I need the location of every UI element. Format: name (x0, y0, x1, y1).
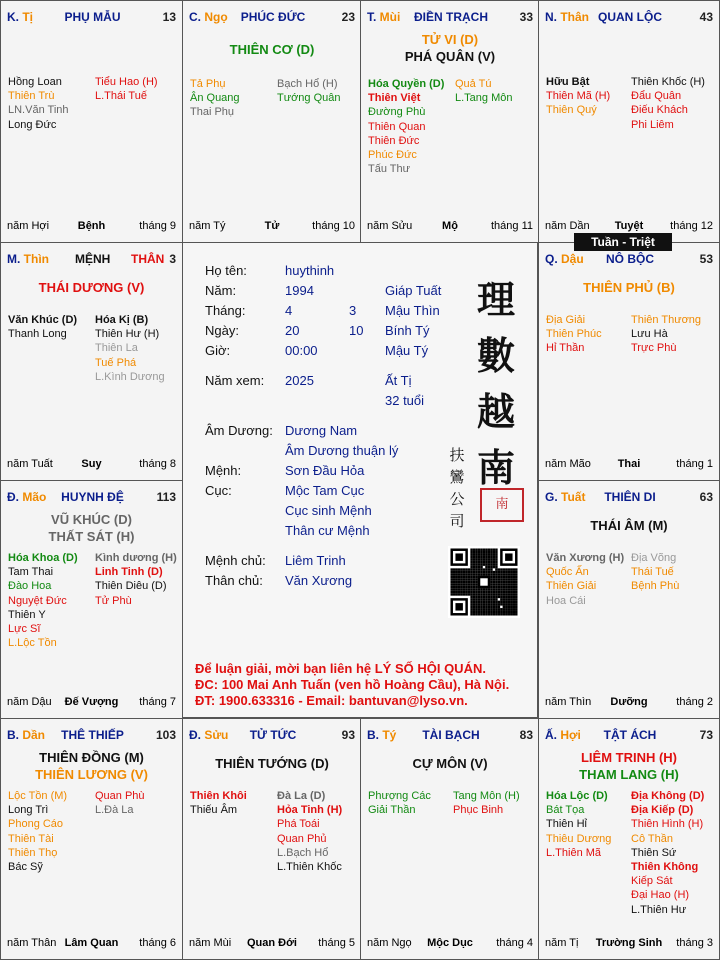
nam-xem-value: 2025 (285, 373, 314, 388)
menh-chu-label: Mệnh chủ: (205, 553, 266, 568)
palace-branch: Đ. Mão (7, 490, 47, 504)
contact-line-2: ĐC: 100 Mai Anh Tuấn (ven hồ Hoàng Cầu), Hà Nội. (195, 677, 510, 692)
minor-star: Thai Phụ (190, 106, 235, 119)
palace-cell-ty[interactable] (360, 718, 540, 960)
palace-month: tháng 7 (139, 696, 176, 708)
palace-name: TẬT ÁCH (603, 728, 657, 742)
cuc-label: Cục: (205, 483, 232, 498)
minor-star: Đẩu Quân (631, 90, 682, 103)
palace-footer (7, 696, 176, 710)
palace-stage: Quan Đới (247, 937, 297, 949)
minor-star: Phúc Đức (368, 149, 417, 162)
main-stars (183, 755, 361, 772)
minor-star: Địa Kiếp (D) (631, 804, 694, 817)
minor-star: Thiên Trù (8, 90, 55, 103)
minor-star: Địa Không (D) (631, 790, 705, 802)
palace-branch: T. Mùi (367, 10, 401, 24)
thang-can-chi: Mậu Thìn (385, 303, 440, 318)
palace-header (189, 728, 357, 744)
main-star: THÁI DƯƠNG (V) (38, 280, 145, 295)
minor-stars-left (8, 313, 77, 341)
ngay-label: Ngày: (205, 323, 239, 338)
am-duong-label: Âm Dương: (205, 423, 273, 438)
tuoi-value: 32 tuổi (385, 393, 425, 408)
minor-stars-left (546, 75, 610, 118)
palace-cell-mui[interactable] (360, 0, 540, 243)
minor-stars-right (631, 75, 705, 132)
nam-label: Năm: (205, 283, 237, 298)
main-star: THAM LANG (H) (579, 767, 679, 782)
minor-star: Thiên Đức (368, 134, 420, 147)
palace-number: 93 (341, 728, 355, 742)
menh-label: Mệnh: (205, 463, 242, 478)
contact-line-3: ĐT: 1900.633316 - Email: bantuvan@lyso.vn. (195, 693, 468, 708)
palace-month: tháng 9 (139, 220, 176, 232)
minor-star: L.Thái Tuế (95, 90, 147, 103)
palace-cell-mao[interactable] (0, 480, 183, 719)
minor-star: Thiên Thọ (8, 846, 58, 859)
palace-number: 83 (519, 728, 533, 742)
minor-star: Thiên Mã (H) (546, 90, 611, 103)
palace-footer (367, 937, 533, 951)
minor-star: Phục Binh (453, 804, 504, 817)
menh-chu-value: Liêm Trinh (285, 553, 346, 568)
minor-star: Thiên Giải (546, 580, 597, 593)
minor-star: Hóa Lộc (D) (546, 790, 608, 802)
palace-number: 33 (519, 10, 533, 24)
minor-star: Bạch Hổ (H) (277, 78, 338, 90)
minor-star: Giải Thần (368, 804, 416, 817)
palace-footer (367, 220, 533, 234)
calligraphy-logo: 理 數 越 南 (476, 277, 515, 490)
minor-star: Lộc Tồn (M) (8, 790, 68, 802)
palace-stage: Trường Sinh (595, 937, 663, 949)
qr-code-icon[interactable] (448, 546, 520, 618)
minor-stars-right (631, 789, 704, 917)
palace-cell-dan[interactable] (0, 718, 183, 960)
palace-month: tháng 1 (676, 458, 713, 470)
palace-cell-ngo[interactable] (182, 0, 362, 243)
minor-star: Hữu Bật (546, 76, 590, 88)
minor-stars-left (8, 789, 67, 874)
palace-header (7, 10, 178, 26)
minor-star: Tướng Quân (277, 92, 341, 105)
minor-star: L.Kình Dương (95, 370, 165, 383)
palace-header (545, 728, 715, 744)
palace-branch: K. Tị (7, 10, 34, 24)
nam-xem-can-chi: Ất Tị (385, 373, 412, 388)
minor-star: Đào Hoa (8, 580, 52, 593)
gio-value: 00:00 (285, 343, 318, 358)
main-stars (1, 279, 182, 296)
minor-star: Cô Thần (631, 832, 673, 845)
palace-name: ĐIỀN TRẠCH (414, 10, 488, 24)
nam-xem-label: Năm xem: (205, 373, 265, 388)
palace-stage: Mộ (442, 220, 458, 232)
thang-duong: 4 (285, 303, 293, 318)
minor-star: Lực Sĩ (8, 623, 41, 636)
palace-footer (545, 937, 713, 951)
am-duong-2: Âm Dương thuận lý (285, 443, 399, 458)
palace-month: tháng 8 (139, 458, 176, 470)
minor-stars-right (95, 551, 177, 608)
palace-footer (7, 458, 176, 472)
palace-cell-hoi[interactable] (538, 718, 720, 960)
minor-star: Hồng Loan (8, 76, 62, 88)
minor-stars-left (8, 75, 69, 132)
palace-number: 43 (699, 10, 713, 24)
minor-star: Phi Liêm (631, 118, 674, 131)
palace-header (367, 10, 535, 26)
minor-star: Thiên Diêu (D) (95, 580, 167, 593)
minor-stars-left (546, 551, 624, 608)
main-star: THÁI ÂM (M) (590, 518, 668, 533)
palace-footer (545, 220, 713, 234)
palace-name: QUAN LỘC (598, 10, 662, 24)
minor-star: Thiên Quan (368, 120, 426, 133)
palace-stage: Bệnh (77, 220, 106, 232)
minor-star: Thanh Long (8, 328, 67, 341)
am-duong-1: Dương Nam (285, 423, 358, 438)
palace-name: PHÚC ĐỨC (240, 10, 306, 24)
palace-month: tháng 6 (139, 937, 176, 949)
palace-header (7, 728, 178, 744)
contact-line-1: Để luận giải, mời bạn liên hệ LÝ SỐ HỘI QUÁN. (195, 661, 486, 676)
ngay-can-chi: Bính Tý (385, 323, 430, 338)
main-star: PHÁ QUÂN (V) (404, 49, 496, 64)
minor-star: Thiên Quý (546, 104, 597, 117)
minor-star: Quan Phù (95, 790, 145, 802)
minor-star: Thiên Hình (H) (631, 818, 704, 831)
palace-month: tháng 12 (670, 220, 713, 232)
minor-star: Thiên Không (631, 861, 699, 874)
minor-star: Tiểu Hao (H) (95, 76, 158, 88)
minor-star: Long Đức (8, 118, 57, 131)
palace-number: 3 (169, 252, 176, 266)
minor-stars-right (277, 77, 341, 105)
palace-branch: Ấ. Hợi (545, 728, 581, 742)
minor-star: Thiên Phúc (546, 328, 602, 341)
palace-stage: Suy (81, 458, 102, 470)
minor-star: Kiếp Sát (631, 875, 673, 888)
minor-star: Đà La (D) (277, 790, 326, 802)
minor-star: Điếu Khách (631, 104, 688, 117)
minor-star: L.Bạch Hổ (277, 846, 329, 859)
palace-month: tháng 3 (676, 937, 713, 949)
palace-footer (7, 937, 176, 951)
minor-star: L.Tang Môn (455, 92, 513, 105)
main-stars (539, 517, 719, 534)
minor-star: Phá Toái (277, 818, 320, 831)
palace-number: 53 (699, 252, 713, 266)
ho-ten-value: huythinh (285, 263, 335, 278)
minor-star: Lưu Hà (631, 328, 668, 341)
minor-star: L.Lộc Tồn (8, 637, 57, 650)
minor-star: LN.Văn Tinh (8, 104, 69, 117)
palace-header (367, 728, 535, 744)
main-star: THẤT SÁT (H) (48, 529, 135, 544)
minor-star: Hoa Cái (546, 594, 586, 607)
minor-star: Địa Giải (546, 314, 586, 326)
palace-stage: Lâm Quan (64, 937, 119, 949)
palace-name: MỆNH (75, 252, 111, 266)
minor-star: Ân Quang (190, 92, 240, 105)
palace-stage: Mộc Dục (427, 937, 473, 949)
palace-number: 23 (341, 10, 355, 24)
minor-star: Quốc Ấn (546, 566, 589, 579)
minor-star: Thiên La (95, 342, 138, 355)
minor-stars-right (453, 789, 520, 817)
main-stars (183, 41, 361, 58)
minor-star: Linh Tinh (D) (95, 566, 163, 579)
palace-header (189, 10, 357, 26)
main-star: CỰ MÔN (V) (412, 756, 488, 771)
minor-star: Tử Phù (95, 594, 132, 607)
palace-stage: Tuyệt (614, 220, 644, 232)
minor-star: Thái Tuế (631, 566, 674, 579)
minor-star: Phong Cáo (8, 818, 64, 831)
minor-stars-left (8, 551, 78, 650)
main-stars (539, 749, 719, 783)
palace-footer (189, 937, 355, 951)
palace-year: năm Thìn (545, 696, 592, 708)
palace-month: tháng 2 (676, 696, 713, 708)
palace-branch: B. Dần (7, 728, 46, 742)
palace-number: 63 (699, 490, 713, 504)
minor-stars-left (368, 789, 431, 817)
menh-value: Sơn Đầu Hỏa (285, 463, 365, 478)
palace-year: năm Mão (545, 458, 591, 470)
main-star: VŨ KHÚC (D) (51, 512, 132, 527)
minor-star: Long Trì (8, 804, 49, 817)
gio-can-chi: Mậu Tý (385, 343, 429, 358)
palace-year: năm Tị (545, 937, 579, 949)
thang-am: 3 (349, 303, 357, 318)
minor-stars-right (95, 789, 145, 817)
minor-stars-right (95, 313, 165, 384)
than-marker: THÂN (131, 252, 165, 266)
minor-star: Văn Khúc (D) (8, 314, 78, 326)
palace-cell-tuat[interactable] (538, 480, 720, 719)
minor-star: Thiên Tài (8, 832, 54, 845)
minor-stars-right (277, 789, 342, 874)
minor-star: Hóa Khoa (D) (8, 552, 78, 564)
minor-star: Thiên Y (8, 608, 46, 621)
palace-month: tháng 11 (490, 220, 533, 232)
palace-name: PHỤ MẪU (64, 10, 121, 24)
palace-branch: Q. Dậu (545, 252, 584, 266)
palace-stage: Đế Vượng (64, 696, 119, 708)
minor-star: Tang Môn (H) (453, 790, 520, 802)
palace-cell-dau[interactable] (538, 242, 720, 481)
minor-star: Hỏa Tinh (H) (277, 804, 343, 817)
minor-star: Thiên Khôi (190, 790, 247, 802)
palace-name: THÊ THIẾP (61, 728, 124, 742)
palace-year: năm Tuất (7, 458, 53, 470)
minor-stars-right (95, 75, 158, 103)
palace-number: 113 (156, 490, 176, 504)
gio-label: Giờ: (205, 343, 231, 358)
main-star: THIÊN LƯƠNG (V) (35, 767, 148, 782)
palace-number: 73 (699, 728, 713, 742)
minor-star: Phượng Các (368, 790, 431, 802)
minor-star: Quả Tú (455, 78, 492, 90)
minor-star: Thiếu Âm (190, 804, 238, 817)
minor-star: Văn Xương (H) (546, 552, 625, 564)
nam-value: 1994 (285, 283, 314, 298)
palace-year: năm Ngọ (367, 937, 412, 949)
palace-cell-than[interactable] (538, 0, 720, 243)
main-stars (361, 755, 539, 772)
palace-branch: G. Tuất (545, 490, 586, 504)
palace-header (545, 10, 715, 26)
minor-stars-left (546, 313, 602, 356)
palace-footer (545, 458, 713, 472)
palace-name: TỬ TỨC (249, 728, 297, 742)
main-star: TỬ VI (D) (421, 32, 479, 47)
palace-year: năm Tý (189, 220, 226, 232)
palace-month: tháng 4 (496, 937, 533, 949)
minor-star: Hỉ Thần (546, 342, 585, 355)
palace-name: NÔ BỘC (606, 252, 654, 266)
nam-can-chi: Giáp Tuất (385, 283, 442, 298)
minor-star: L.Thiên Khốc (277, 861, 342, 874)
minor-star: Nguyệt Đức (8, 594, 67, 607)
palace-header (545, 252, 715, 268)
palace-cell-thin[interactable] (0, 242, 183, 481)
palace-branch: C. Ngọ (189, 10, 228, 24)
red-seal: 南 (480, 488, 524, 522)
ngay-duong: 20 (285, 323, 300, 338)
ngay-am: 10 (349, 323, 364, 338)
minor-star: Bệnh Phù (631, 580, 680, 593)
than-chu-label: Thân chủ: (205, 573, 263, 588)
palace-footer (7, 220, 176, 234)
palace-footer (545, 696, 713, 710)
minor-star: Thiên Hỉ (546, 818, 587, 831)
main-star: THIÊN PHỦ (B) (583, 280, 675, 295)
ho-ten-label: Họ tên: (205, 263, 247, 278)
minor-star: Tam Thai (8, 566, 54, 579)
palace-branch: N. Thân (545, 10, 590, 24)
main-stars (1, 749, 182, 783)
palace-branch: M. Thìn (7, 252, 49, 266)
palace-name: HUYNH ĐỆ (61, 490, 124, 504)
calligraphy-sub: 扶 鸞 公 司 (449, 446, 465, 530)
minor-star: Tả Phụ (190, 78, 226, 90)
palace-stage: Dưỡng (610, 696, 648, 708)
palace-number: 13 (162, 10, 176, 24)
minor-star: Tấu Thư (368, 163, 411, 176)
minor-star: L.Đà La (95, 804, 134, 817)
cuc-1: Mộc Tam Cục (285, 483, 365, 498)
palace-year: năm Dậu (7, 696, 52, 708)
cuc-3: Thân cư Mệnh (285, 523, 370, 538)
minor-star: L.Thiên Mã (546, 846, 602, 859)
main-stars (1, 511, 182, 545)
main-star: LIÊM TRINH (H) (580, 750, 678, 765)
minor-stars-left (190, 789, 247, 817)
palace-cell-suu[interactable] (182, 718, 362, 960)
thang-label: Tháng: (205, 303, 246, 318)
palace-header (7, 490, 178, 506)
minor-star: Quan Phủ (277, 832, 327, 845)
palace-header (545, 490, 715, 506)
palace-header (7, 252, 178, 268)
main-stars (361, 31, 539, 65)
minor-star: Trực Phù (631, 342, 677, 355)
minor-stars-right (631, 313, 701, 356)
palace-branch: B. Tý (367, 728, 397, 742)
minor-star: Tuế Phá (95, 356, 137, 369)
palace-stage: Thai (617, 458, 641, 470)
tuan-triet-label: Tuần - Triệt (574, 233, 672, 251)
minor-star: Thiên Khốc (H) (631, 76, 705, 88)
minor-star: Thiên Hư (H) (95, 328, 160, 341)
palace-month: tháng 10 (312, 220, 355, 232)
minor-star: Đường Phù (368, 106, 426, 119)
main-star: THIÊN TƯỚNG (D) (215, 756, 329, 771)
minor-star: Địa Võng (631, 552, 677, 564)
minor-star: Hóa Quyền (D) (368, 78, 445, 90)
main-star: THIÊN CƠ (D) (229, 42, 315, 57)
palace-year: năm Hợi (7, 220, 50, 232)
main-stars (539, 279, 719, 296)
minor-stars-left (368, 77, 444, 176)
palace-branch: Đ. Sửu (189, 728, 229, 742)
minor-star: Thiêu Dương (546, 832, 612, 845)
minor-star: Đại Hao (H) (631, 889, 690, 902)
minor-stars-right (455, 77, 512, 105)
minor-star: Thiên Sứ (631, 846, 677, 859)
minor-star: Bác Sỹ (8, 861, 43, 874)
palace-name: THIÊN DI (604, 490, 656, 504)
than-chu-value: Văn Xương (285, 573, 353, 588)
palace-month: tháng 5 (318, 937, 355, 949)
main-star: THIÊN ĐỒNG (M) (39, 750, 144, 765)
minor-stars-right (631, 551, 679, 594)
minor-stars-left (190, 77, 240, 120)
palace-name: TÀI BẠCH (422, 728, 480, 742)
palace-year: năm Thân (7, 937, 57, 949)
palace-stage: Tử (264, 220, 280, 232)
palace-year: năm Mùi (189, 937, 232, 949)
palace-footer (189, 220, 355, 234)
minor-star: Thiên Việt (368, 92, 421, 105)
minor-star: Hóa Kị (B) (95, 314, 149, 326)
palace-year: năm Sửu (367, 220, 413, 232)
palace-year: năm Dần (545, 220, 590, 232)
cuc-2: Cục sinh Mệnh (285, 503, 372, 518)
palace-cell-ti[interactable] (0, 0, 183, 243)
minor-star: L.Thiên Hư (631, 903, 687, 916)
minor-star: Kình dương (H) (95, 552, 177, 564)
minor-star: Bát Tọa (546, 804, 585, 817)
minor-star: Thiên Thương (631, 314, 702, 326)
minor-stars-left (546, 789, 611, 860)
palace-number: 103 (155, 728, 176, 742)
